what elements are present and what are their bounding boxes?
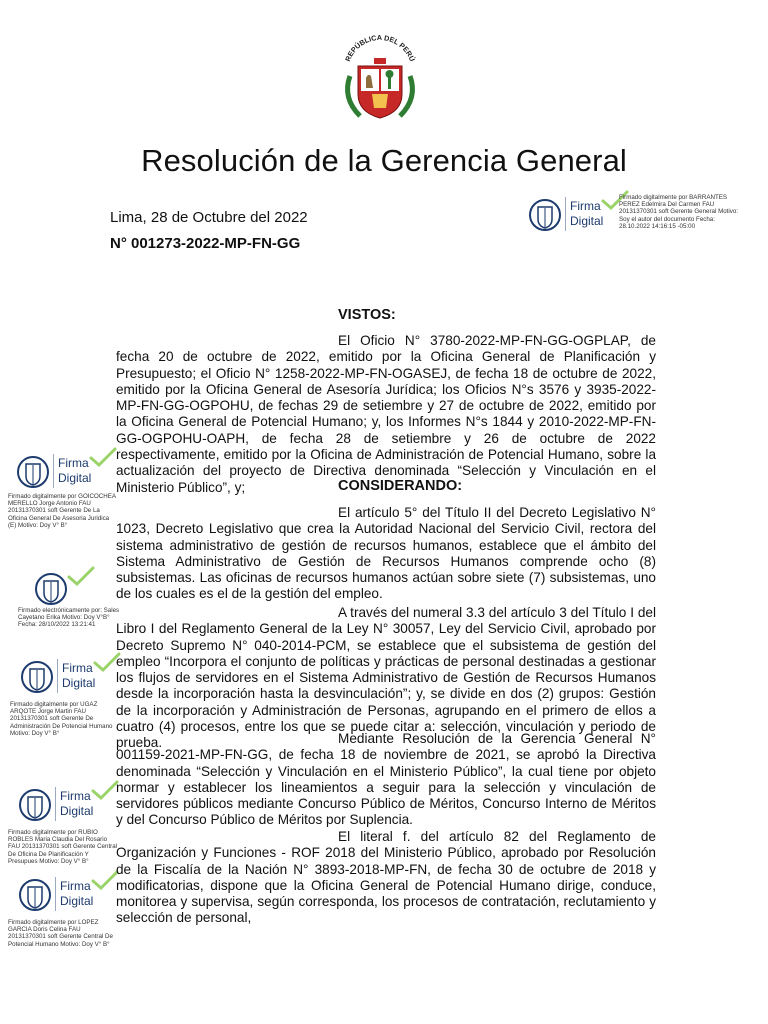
firma-label: Firma [58, 456, 89, 470]
seal-icon [34, 569, 68, 609]
digital-label: Digital [60, 804, 94, 818]
seal-icon [16, 452, 50, 492]
signature-info-4: Firmado digitalmente por RUBIO ROBLES Maria Claudia Del Rosario FAU 20131370301 soft Gerente Central De Oficina De Planificación Y Presupues Motivo: Doy V° B° [8, 829, 118, 865]
digital-label: Digital [60, 894, 94, 908]
vistos-paragraph: El Oficio N° 3780-2022-MP-FN-GG-OGPLAP, de fecha 20 de octubre de 2022, emitido por la Oficina General de Planificación y Presupuesto; el Oficio N° 1258-2022-MP-FN-OGASEJ, de fecha 18 de octubre de 2022, emitido por la Oficina General de Asesoría Jurídica; los Oficios N°s 3576 y 3935-2022-MP-FN-GG-OGPOHU, de fechas 29 de setiembre y 27 de octubre de 2022, emitido por la Oficina General de Potencial Humano; y, los Informes N°s 1844 y 2010-2022-MP-FN-GG-OGPOHU-OAPH, de fecha 28 de setiembre y 26 de octubre de 2022 respectivamente, emitido por la Oficina de Administración de Potencial Humano, sobre la actualización del proyecto de Directiva denominada “Selección y Vinculación en el Ministerio Público”, y; [116, 333, 656, 495]
considerando-paragraph-3: Mediante Resolución de la Gerencia General N° 001159-2021-MP-FN-GG, de fecha 18 de noviembre de 2021, se aprobó la Directiva denominada “Selección y Vinculación en el Ministerio Público”, la cual tiene por objeto normar y establecer los lineamientos a seguir para la selección y vinculación de servidores públicos mediante Concurso Público de Méritos, Concurso Interno de Méritos y del Concurso Público de Méritos por Suplencia. [116, 731, 656, 828]
signature-info-3: Firmado digitalmente por UGAZ ARQOTE Jorge Martin FAU 20131370301 soft Gerente De Administración De Potencial Humano Motivo: Doy V° B° [10, 701, 113, 737]
signature-info-top: Firmado digitalmente por BARRANTES PEREZ Edelmira Del Carmen FAU 20131370301 soft Gerente General Motivo: Soy el autor del documento Fecha: 28.10.2022 14:16:15 -05:00 [619, 194, 739, 230]
seal-icon [18, 785, 52, 825]
considerando-paragraph-4: El literal f. del artículo 82 del Reglamento de Organización y Funciones - ROF 2018 del Ministerio Público, aprobado por Resolución de la Fiscalía de la Nación N° 3893-2018-MP-FN, de fecha 30 de octubre de 2018 y modificatorias, dispone que la Oficina General de Potencial Humano dirige, conduce, monitorea y supervisa, según corresponda, los procesos de contratación, reclutamiento y selección de personal, [116, 829, 656, 926]
signature-info-1: Firmado digitalmente por GOICOCHEA MERELLO Jorge Antonio FAU 20131370301 soft Gerente De La Oficina General De Asesoria Juridica (E) Motivo: Doy V° B° [8, 493, 116, 529]
place-date: Lima, 28 de Octubre del 2022 [110, 209, 308, 226]
peru-coat-of-arms-icon [330, 28, 430, 124]
considerando-paragraph-1: El artículo 5° del Título II del Decreto Legislativo N° 1023, Decreto Legislativo que crea la Autoridad Nacional del Servicio Civil, rectora del sistema administrativo de gestión de recursos humanos, establece que el ámbito del Sistema Administrativo de Gestión de Recursos Humanos comprende ocho (8) subsistemas. Las oficinas de recursos humanos actúan sobre siete (7) subsistemas, uno de los cuales es el de la gestión del empleo. [116, 505, 656, 602]
firma-label: Firma [60, 789, 91, 803]
firma-digital-label [58, 456, 91, 486]
checkmark-icon [66, 565, 96, 587]
digital-label: Digital [58, 471, 92, 485]
firma-digital-label [570, 199, 603, 229]
page-title: Resolución de la Gerencia General [141, 143, 627, 178]
digital-label: Digital [62, 676, 96, 690]
seal-icon [528, 195, 562, 235]
firma-digital-label [60, 879, 93, 909]
checkmark-icon [88, 446, 118, 468]
signature-info-2: Firmado electrónicamente por: Sales Cayetano Erika Motivo: Doy V°B° Fecha: 28/10/2022 13:21:41 [18, 607, 120, 629]
firma-label: Firma [62, 661, 93, 675]
firma-digital-label [62, 661, 95, 691]
considerando-heading: CONSIDERANDO: [338, 478, 463, 494]
firma-digital-label [60, 789, 93, 819]
resolution-number: N° 001273-2022-MP-FN-GG [110, 235, 301, 252]
digital-label: Digital [570, 214, 604, 228]
signature-info-5: Firmado digitalmente por LOPEZ GARCIA Doris Celina FAU 20131370301 soft Gerente Central De Potencial Humano Motivo: Doy V° B° [8, 919, 113, 948]
firma-label: Firma [570, 199, 601, 213]
emblem-caption: REPÚBLICA DEL PERÚ [343, 32, 417, 63]
seal-icon [18, 875, 52, 915]
vistos-heading: VISTOS: [338, 307, 396, 323]
seal-icon [20, 657, 54, 697]
firma-label: Firma [60, 879, 91, 893]
considerando-paragraph-2: A través del numeral 3.3 del artículo 3 del Título I del Libro I del Reglamento General de la Ley N° 30057, Ley del Servicio Civil, aprobado por Decreto Supremo N° 040-2014-PCM, se establece que el subsistema de gestión del empleo “Incorpora el conjunto de políticas y prácticas de personal destinadas a gestionar los flujos de servidores en el Sistema Administrativo de Gestión de Recursos Humanos desde la incorporación hasta la desvinculación”; y, se divide en dos (2) grupos: Gestión de la incorporación y Administración de Personas, agrupando en el primero de ellos a cuatro (4) procesos, entre los que se puede citar a: selección, vinculación y periodo de prueba. [116, 605, 656, 751]
